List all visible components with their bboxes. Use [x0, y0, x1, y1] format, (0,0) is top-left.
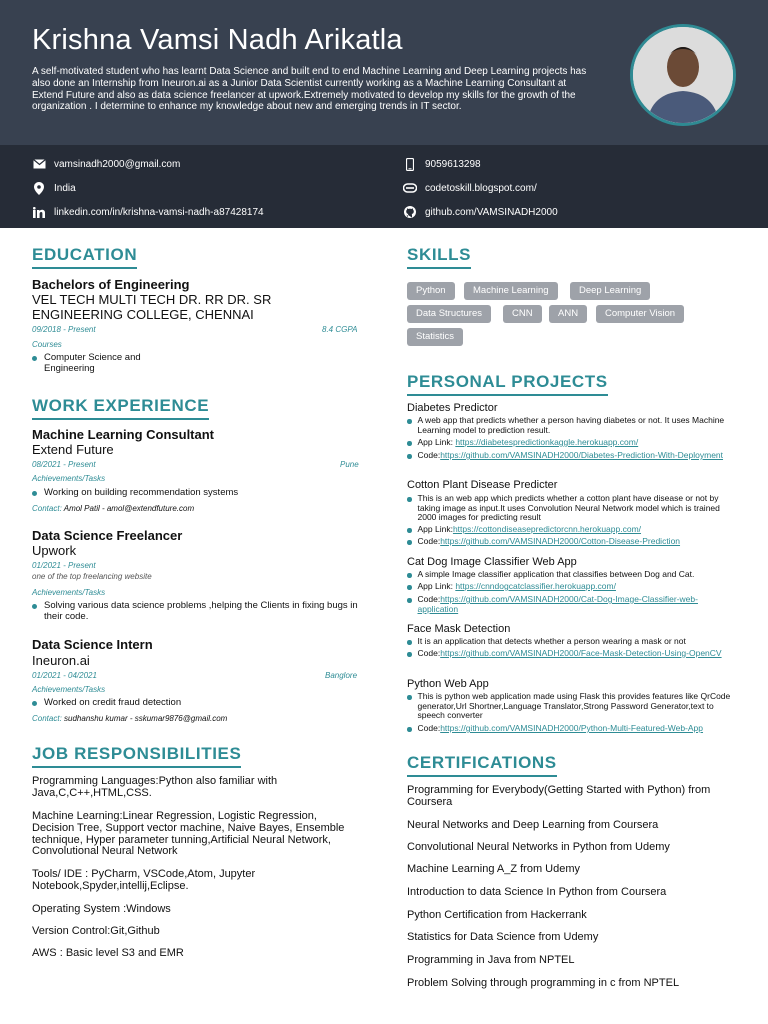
project-code-link[interactable]: Code:https://github.com/VAMSINADH2000/Diabetes-Prediction-With-Deployment: [407, 451, 737, 461]
github-icon: [403, 205, 417, 219]
job-org: Ineuron.ai: [32, 653, 90, 668]
responsibility-item: Operating System :Windows: [32, 903, 171, 915]
certification-item: Python Certification from Hackerrank: [407, 909, 587, 921]
responsibility-item: AWS : Basic level S3 and EMR: [32, 947, 184, 959]
project-code-link[interactable]: Code:https://github.com/VAMSINADH2000/Cat-Dog-Image-Classifier-web-application: [407, 595, 737, 614]
project-app-link[interactable]: App Link:https://cottondiseasepredictorcnn.herokuapp.com/: [407, 525, 737, 535]
certification-item: Introduction to data Science In Python from Coursera: [407, 886, 667, 898]
email-item[interactable]: [32, 157, 180, 171]
location-item: [32, 181, 76, 195]
skills-heading: SKILLS: [407, 245, 471, 269]
job-contact: Contact: sudhanshu kumar - sskumar9876@gmail.com: [32, 714, 228, 723]
job-role: Data Science Freelancer: [32, 528, 183, 543]
education-degree: Bachelors of Engineering: [32, 277, 190, 292]
resume-header: [0, 0, 768, 145]
location-pin-icon: [32, 181, 46, 195]
mail-icon: [32, 157, 46, 171]
project-code-link[interactable]: Code:https://github.com/VAMSINADH2000/Cotton-Disease-Prediction: [407, 537, 737, 547]
linkedin-text: linkedin.com/in/krishna-vamsi-nadh-a87428174: [54, 206, 264, 218]
job-dates: 01/2021 - 04/2021: [32, 671, 97, 680]
github-item[interactable]: [403, 205, 558, 219]
job-org: Extend Future: [32, 442, 114, 457]
skill-tag: Computer Vision: [596, 305, 684, 323]
course-text: Computer Science and Engineering: [44, 352, 141, 374]
tasks-label: Achievements/Tasks: [32, 474, 106, 483]
certifications-heading: CERTIFICATIONS: [407, 753, 557, 777]
phone-item[interactable]: [403, 157, 481, 171]
certification-item: Statistics for Data Science from Udemy: [407, 931, 599, 943]
job-task: Working on building recommendation systems: [32, 487, 362, 498]
project-bullet: This is an web app which predicts whether a cotton plant have disease or not by taking image as input.It uses Convolution Neural Network model which is trained 2000 images for predicting result: [407, 494, 737, 523]
tasks-label: Achievements/Tasks: [32, 588, 106, 597]
skill-tag: Statistics: [407, 328, 463, 346]
blog-item[interactable]: [403, 181, 537, 195]
education-heading: EDUCATION: [32, 245, 137, 269]
responsibility-item: Programming Languages:Python also familiar with Java,C,C++,HTML,CSS.: [32, 775, 278, 799]
education-cgpa: 8.4 CGPA: [322, 325, 358, 334]
certification-item: Programming in Java from NPTEL: [407, 954, 575, 966]
profile-summary: A self-motivated student who has learnt Data Science and built end to end Machine Learning and Deep Learning projects has also done an Internship from Ineuron.ai as a Junior Data Scientist currently working as a Machine Learning Consultant at Extend Future and also as data science freelancer at upwork.Extremely motivated to develop my skills for the growth of the organization . I determine to enhance my knowledge about new and emerging trends in IT sector.: [32, 66, 587, 113]
job-location: Pune: [340, 460, 359, 469]
education-dates: 09/2018 - Present: [32, 325, 96, 334]
certification-item: Neural Networks and Deep Learning from Coursera: [407, 819, 659, 831]
courses-label: Courses: [32, 340, 62, 349]
job-task: Solving various data science problems ,helping the Clients in fixing bugs in their code.: [32, 600, 362, 622]
globe-link-icon: [403, 181, 417, 195]
profile-photo: [630, 24, 736, 126]
phone-icon: [403, 157, 417, 171]
skill-tag: Machine Learning: [464, 282, 558, 300]
project-title: Python Web App: [407, 678, 489, 690]
project-bullet: This is python web application made using Flask this provides features like QrCode generator,Url Shortner,Language Translator,Strong Password Generator,text to speech converter: [407, 692, 737, 721]
project-bullet: It is an application that detects whether a person wearing a mask or not: [407, 637, 737, 647]
project-code-link[interactable]: Code:https://github.com/VAMSINADH2000/Python-Multi-Featured-Web-App: [407, 724, 747, 734]
project-app-link[interactable]: App Link: https://cnndogcatclassifier.herokuapp.com/: [407, 582, 737, 592]
linkedin-item[interactable]: [32, 205, 264, 219]
project-app-link[interactable]: App Link: https://diabetespredictionkaggle.herokuapp.com/: [407, 438, 737, 448]
location-text: India: [54, 182, 76, 194]
skill-tag: CNN: [503, 305, 542, 323]
project-bullet: A simple Image classifier application that classifies between Dog and Cat.: [407, 570, 737, 580]
tasks-label: Achievements/Tasks: [32, 685, 106, 694]
job-location: Banglore: [325, 671, 358, 680]
job-org: Upwork: [32, 543, 77, 558]
job-dates: 08/2021 - Present: [32, 460, 96, 469]
linkedin-icon: [32, 205, 46, 219]
work-heading: WORK EXPERIENCE: [32, 396, 209, 420]
skill-tag: Deep Learning: [570, 282, 650, 300]
job-contact: Contact: Amol Patil - amol@extendfuture.com: [32, 504, 195, 513]
job-dates: 01/2021 - Present: [32, 561, 96, 570]
project-title: Cat Dog Image Classifier Web App: [407, 556, 577, 568]
skill-tag: ANN: [549, 305, 587, 323]
contact-bar: [0, 145, 768, 228]
job-role: Data Science Intern: [32, 637, 153, 652]
certification-item: Convolutional Neural Networks in Python from Udemy: [407, 841, 670, 853]
projects-heading: PERSONAL PROJECTS: [407, 372, 608, 396]
project-bullet: A web app that predicts whether a person having diabetes or not. It uses Machine Learning model to prediction result.: [407, 416, 737, 435]
job-role: Machine Learning Consultant: [32, 427, 215, 442]
project-title: Cotton Plant Disease Predicter: [407, 479, 558, 491]
job-responsibilities-heading: JOB RESPONSIBILITIES: [32, 744, 241, 768]
certification-item: Machine Learning A_Z from Udemy: [407, 863, 581, 875]
skill-tag: Python: [407, 282, 455, 300]
certification-item: Programming for Everybody(Getting Started with Python) from Coursera: [407, 784, 711, 808]
blog-text: codetoskill.blogspot.com/: [425, 182, 537, 194]
project-code-link[interactable]: Code:https://github.com/VAMSINADH2000/Face-Mask-Detection-Using-OpenCV: [407, 649, 737, 659]
github-text: github.com/VAMSINADH2000: [425, 206, 558, 218]
certification-item: Problem Solving through programming in c from NPTEL: [407, 977, 680, 989]
candidate-name: Krishna Vamsi Nadh Arikatla: [32, 24, 403, 56]
phone-text: 9059613298: [425, 158, 481, 170]
education-college: VEL TECH MULTI TECH DR. RR DR. SR ENGINEERING COLLEGE, CHENNAI: [32, 292, 272, 322]
responsibility-item: Version Control:Git,Github: [32, 925, 160, 937]
job-task: Worked on credit fraud detection: [32, 697, 362, 708]
responsibility-item: Machine Learning:Linear Regression, Logistic Regression, Decision Tree, Support vector machine, Naive Bayes, Ensemble technique, Hyper parameter tunning,Artificial Neural Network, Convolutional Neural Network: [32, 810, 345, 858]
project-title: Diabetes Predictor: [407, 402, 498, 414]
job-description: one of the top freelancing website: [32, 572, 152, 581]
responsibility-item: Tools/ IDE : PyCharm, VSCode,Atom, Jupyter Notebook,Spyder,intellij,Eclipse.: [32, 868, 256, 892]
skill-tag: Data Structures: [407, 305, 491, 323]
email-text: vamsinadh2000@gmail.com: [54, 158, 181, 170]
course-item: [32, 352, 172, 374]
project-title: Face Mask Detection: [407, 623, 511, 635]
